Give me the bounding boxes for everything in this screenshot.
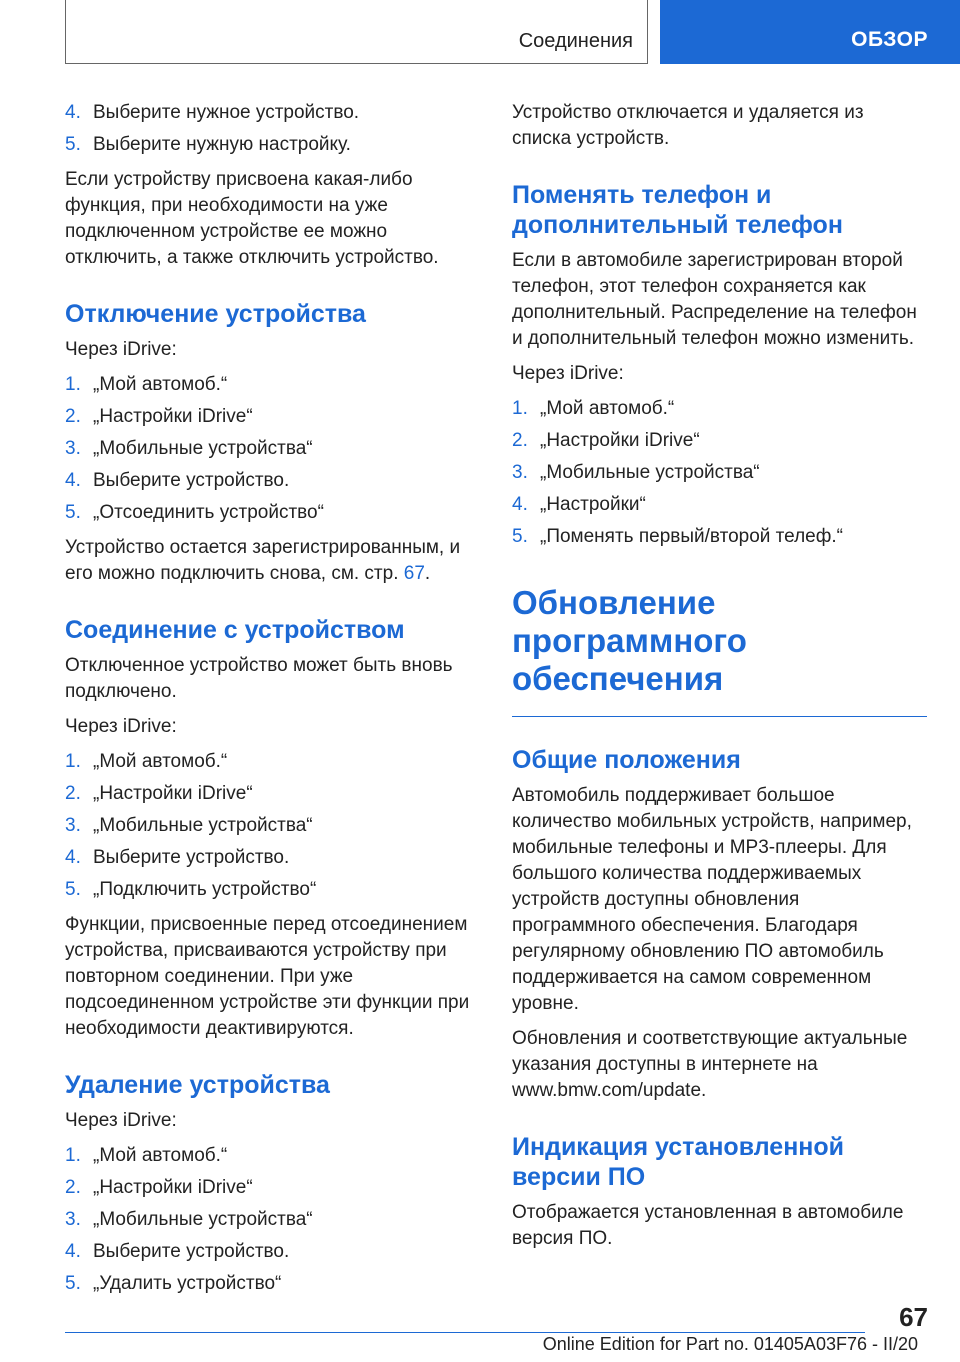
list-item [65,749,480,775]
footer-edition: Online Edition for Part no. 01405A03F76 - II/20 [542,1334,918,1354]
heading-software-update: Обновление программного обеспечения [512,584,747,697]
heading-swap-phone: Поменять телефон и дополнительный телефон [512,181,843,239]
heading-rule [512,716,927,717]
list-item-text: „Настройки“ [540,494,646,515]
list-item-number: 3. [65,1209,81,1230]
right-column [512,100,927,1261]
header-section-title: Соединения [518,30,633,52]
list-item-number: 1. [65,751,81,772]
left-column [65,100,480,1306]
heading-version: Индикация установленной версии ПО [512,1133,845,1191]
list-item-number: 5. [65,134,81,155]
list-item-number: 2. [65,1177,81,1198]
list-swap [512,396,927,550]
updates-paragraph: Обновления и соответствующие актуальные указания доступны в интернете на www.bmw.com/update. [512,1028,908,1101]
list-item [65,845,480,871]
list-item [65,372,480,398]
list-item [512,428,927,454]
list-item-text: „Мой автомоб.“ [93,1145,228,1166]
list-item [65,468,480,494]
list-item-text: „Настройки iDrive“ [93,1177,253,1198]
deleted-paragraph: Устройство отключается и удаляется из списка устройств. [512,102,864,149]
list-top [65,100,480,158]
list-item [65,1143,480,1169]
list-delete [65,1143,480,1297]
version-paragraph: Отображается установленная в автомобиле версия ПО. [512,1202,904,1249]
list-item-number: 4. [512,494,528,515]
list-item-text: Выберите нужное устройство. [93,102,360,123]
list-item-number: 4. [65,1241,81,1262]
list-item [512,396,927,422]
list-item-number: 4. [65,847,81,868]
list-item [65,1175,480,1201]
list-item [65,813,480,839]
list-item-number: 4. [65,102,81,123]
list-item-text: „Отсоединить устройство“ [93,502,324,523]
list-item-text: „Удалить устройство“ [93,1273,282,1294]
list-item [65,132,480,158]
list-item-text: „Настройки iDrive“ [540,430,700,451]
list-item [65,781,480,807]
list-connect [65,749,480,903]
list-item [512,524,927,550]
list-item-text: „Настройки iDrive“ [93,783,253,804]
list-item [512,460,927,486]
heading-connect: Соединение с устройством [65,616,405,644]
list-item-number: 4. [65,470,81,491]
general-paragraph: Автомобиль поддерживает большое количество мобильных устройств, например, мобильные телефоны и MP3-плееры. Для большого количества поддерживаемых устройств доступны обновления программного обеспечения. Благодаря регулярному обновлению ПО автомобиль поддерживается на самом современном уровне. [512,785,912,1014]
list-item-number: 3. [512,462,528,483]
disconnect-period: . [424,563,431,584]
list-item-text: „Подключить устройство“ [93,879,317,900]
list-item-number: 1. [65,374,81,395]
list-item-number: 5. [65,1273,81,1294]
swap-paragraph: Если в автомобиле зарегистрирован второй телефон, этот телефон сохраняется как дополнительный. Распределение на телефон и дополнительный телефон можно изменить. [512,250,917,349]
list-item [65,877,480,903]
connect-paragraph: Отключенное устройство может быть вновь подключено. [65,655,453,702]
list-item [65,500,480,526]
disconnect-text: Устройство остается зарегистрированным, и его можно подключить снова, см. стр. [65,537,461,584]
list-item [65,1239,480,1265]
page-number: 67 [899,1302,928,1332]
page-link[interactable]: 67 [403,563,425,584]
list-item-number: 5. [65,502,81,523]
list-item-number: 2. [65,783,81,804]
list-item-number: 3. [65,815,81,836]
list-item-text: „Мобильные устройства“ [540,462,760,483]
list-item [65,404,480,430]
list-item-text: „Мой автомоб.“ [540,398,675,419]
list-item [65,1271,480,1297]
list-item-number: 2. [512,430,528,451]
list-item-text: „Мобильные устройства“ [93,815,313,836]
list-item-text: Выберите устройство. [93,1241,290,1262]
list-item-text: Выберите устройство. [93,470,290,491]
list-item-number: 3. [65,438,81,459]
via-idrive-right: Через iDrive: [512,363,624,384]
footer-rule [65,1332,865,1333]
header-tab[interactable] [660,0,960,64]
heading-general: Общие положения [512,746,741,774]
heading-disconnect: Отключение устройства [65,300,366,328]
intro-paragraph: Если устройству присвоена какая-либо функция, при необходимости на уже подключенном устройстве ее можно отключить, а также отключить устройство. [65,169,439,268]
list-item-number: 1. [512,398,528,419]
list-item [65,436,480,462]
list-item-text: „Мой автомоб.“ [93,374,228,395]
list-item-text: „Настройки iDrive“ [93,406,253,427]
list-item-number: 1. [65,1145,81,1166]
via-idrive-3: Через iDrive: [65,1110,177,1131]
list-item-text: „Поменять первый/второй телеф.“ [540,526,843,547]
list-item [512,492,927,518]
functions-paragraph: Функции, присвоенные перед отсоединением устройства, присваиваются устройству при повторном соединении. При уже подсоединенном устройстве эти функции при необходимости деактивируются. [65,914,470,1039]
list-item-text: „Мой автомоб.“ [93,751,228,772]
via-idrive-1: Через iDrive: [65,339,177,360]
list-item-number: 5. [512,526,528,547]
header-tab-label: ОБЗОР [851,28,928,51]
list-item-number: 5. [65,879,81,900]
header-section-box [65,0,648,64]
heading-delete: Удаление устройства [65,1071,330,1099]
list-item-text: Выберите устройство. [93,847,290,868]
list-item-number: 2. [65,406,81,427]
list-item-text: „Мобильные устройства“ [93,438,313,459]
list-item-text: Выберите нужную настройку. [93,134,351,155]
list-disconnect [65,372,480,526]
disconnect-paragraph [65,535,480,587]
list-item [65,1207,480,1233]
via-idrive-2: Через iDrive: [65,716,177,737]
list-item [65,100,480,126]
list-item-text: „Мобильные устройства“ [93,1209,313,1230]
